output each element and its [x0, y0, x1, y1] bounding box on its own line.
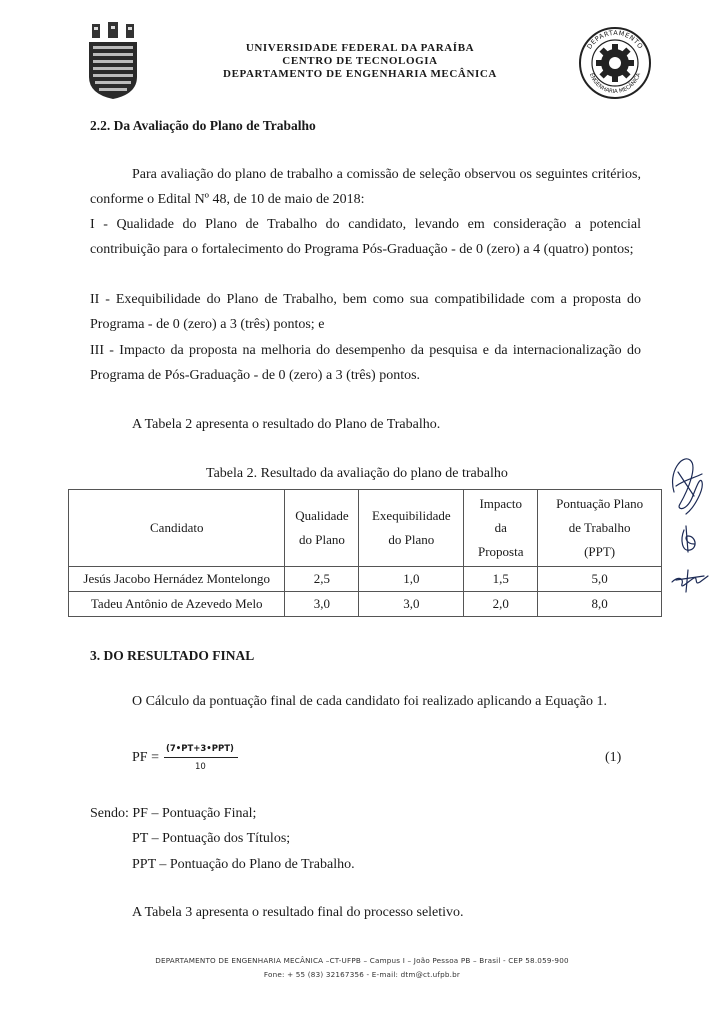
cell-feasibility: 3,0 — [359, 592, 464, 617]
cell-candidate-name: Tadeu Antônio de Azevedo Melo — [69, 592, 285, 617]
footer-address: DEPARTAMENTO DE ENGENHARIA MECÂNICA –CT-UFPB – Campus I – João Pessoa PB – Brasil - CEP 58.059-900 — [155, 956, 569, 965]
equation-number: (1) — [605, 750, 622, 765]
column-header-ppt-score: Pontuação Plano de Trabalho (PPT) — [538, 490, 662, 567]
equation-denominator: 10 — [195, 762, 206, 772]
cell-ppt-score: 5,0 — [538, 567, 662, 592]
equation-fraction-bar — [164, 757, 238, 758]
ppt-definition: PPT – Pontuação do Plano de Trabalho. — [132, 857, 355, 872]
section-heading-2-2: 2.2. Da Avaliação do Plano de Trabalho — [90, 118, 316, 133]
plan-evaluation-table — [68, 489, 662, 617]
cell-ppt-score: 8,0 — [538, 592, 662, 617]
where-pf-definition: Sendo: PF – Pontuação Final; — [90, 806, 257, 821]
svg-text:DEPARTAMENTO: DEPARTAMENTO — [585, 28, 645, 51]
cell-impact: 2,0 — [464, 592, 538, 617]
column-header-feasibility: Exequibilidade do Plano — [359, 490, 464, 567]
center-name: CENTRO DE TECNOLOGIA — [282, 55, 438, 67]
ufpb-crest-logo — [86, 22, 140, 100]
department-gear-seal — [578, 26, 652, 100]
table-row — [69, 592, 662, 617]
criterion-1-paragraph: I - Qualidade do Plano de Trabalho do candidato, levando em consideração a potencial contribuição para o fortalecimento do Programa Pós-Graduação - de 0 (zero) a 4 (quatro) pontos; — [90, 217, 641, 257]
handwritten-signatures — [664, 452, 712, 602]
footer-contact: Fone: + 55 (83) 32167356 - E-mail: dtm@ct.ufpb.br — [263, 970, 461, 979]
equation-lhs: PF = — [132, 750, 159, 765]
table2-reference-text: A Tabela 2 apresenta o resultado do Plano de Trabalho. — [132, 417, 441, 432]
cell-impact: 1,5 — [464, 567, 538, 592]
evaluation-intro-paragraph: Para avaliação do plano de trabalho a comissão de seleção observou os seguintes critérios, conforme o Edital Nº 48, de 10 de maio de 2018: — [90, 167, 641, 207]
table-header-row — [69, 490, 662, 567]
cell-quality: 3,0 — [285, 592, 359, 617]
column-header-candidate: Candidato — [69, 490, 285, 567]
university-name: UNIVERSIDADE FEDERAL DA PARAÍBA — [245, 42, 475, 54]
cell-quality: 2,5 — [285, 567, 359, 592]
table-row — [69, 567, 662, 592]
final-calc-intro: O Cálculo da pontuação final de cada candidato foi realizado aplicando a Equação 1. — [132, 694, 608, 709]
institution-header — [160, 42, 560, 81]
column-header-quality: Qualidade do Plano — [285, 490, 359, 567]
cell-candidate-name: Jesús Jacobo Hernádez Montelongo — [69, 567, 285, 592]
section-heading-3: 3. DO RESULTADO FINAL — [90, 648, 255, 663]
department-name: DEPARTAMENTO DE ENGENHARIA MECÂNICA — [223, 68, 497, 80]
table2-caption: Tabela 2. Resultado da avaliação do plano de trabalho — [206, 466, 508, 481]
cell-feasibility: 1,0 — [359, 567, 464, 592]
criterion-3-paragraph: III - Impacto da proposta na melhoria do desempenho da pesquisa e da internacionalização do Programa de Pós-Graduação - de 0 (zero) a 3 (três) pontos. — [90, 343, 641, 383]
equation-numerator: (7•PT+3•PPT) — [166, 744, 234, 754]
svg-text:ENGENHARIA MECÂNICA: ENGENHARIA MECÂNICA — [587, 72, 643, 96]
pt-definition: PT – Pontuação dos Títulos; — [132, 831, 291, 846]
criterion-2-paragraph: II - Exequibilidade do Plano de Trabalho, bem como sua compatibilidade com a proposta do Programa - de 0 (zero) a 3 (três) pontos; e — [90, 292, 641, 332]
table3-reference-text: A Tabela 3 apresenta o resultado final do processo seletivo. — [132, 905, 464, 920]
column-header-impact: Impacto da Proposta — [464, 490, 538, 567]
